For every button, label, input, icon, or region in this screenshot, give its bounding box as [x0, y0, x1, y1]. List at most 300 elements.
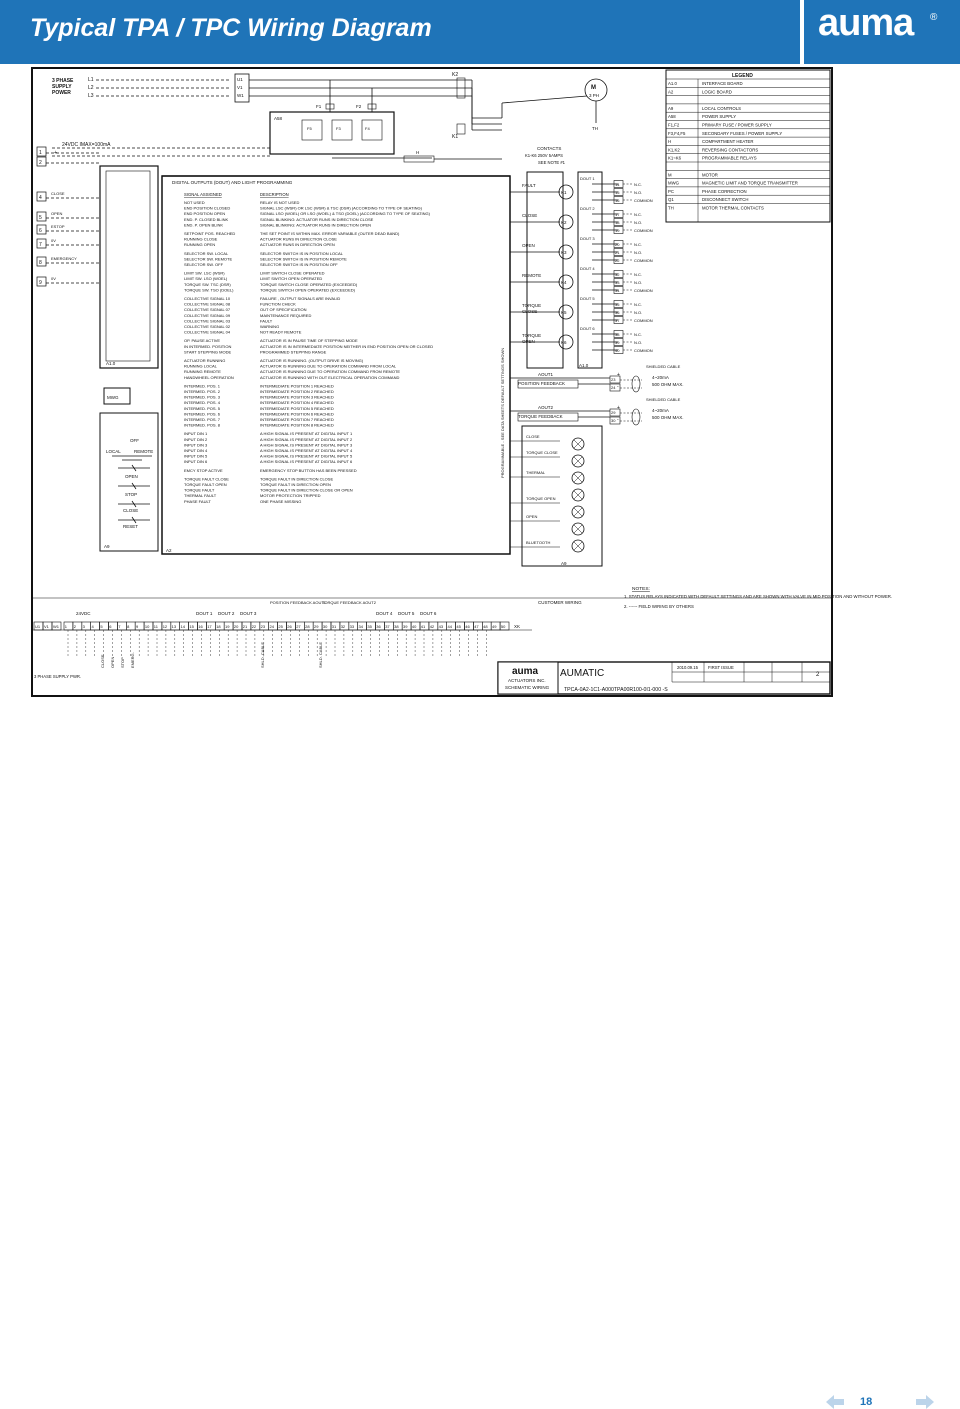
table-signal: INTERMED. POS. 4: [184, 400, 221, 406]
motor-label: M: [591, 85, 596, 91]
table-signal: RUNNING CLOSE: [184, 236, 218, 242]
strip-terminal-number: 7: [118, 624, 121, 629]
switch-off-label: OFF: [130, 438, 139, 443]
programmable-note: PROGRAMMABLE - SEE DATA SHEETS DEFAULT SETTINGS SHOWN: [500, 347, 505, 478]
dout-label: DOUT 2: [580, 206, 595, 211]
table-description: EMERGENCY STOP BUTTON HAS BEEN PRESSED: [260, 467, 357, 473]
title-block-drawing-number: TPCA-0A2-1C1-A000TPA00R100-0I1-000 -S: [564, 687, 668, 693]
left-terminal-number: 8: [39, 260, 42, 266]
relay-name: K1: [561, 190, 567, 195]
relay-terminal-number: 14: [615, 182, 620, 187]
strip-terminal-number: 21: [242, 624, 248, 629]
next-arrow-icon[interactable]: [916, 1395, 934, 1409]
registered-mark: ®: [930, 12, 938, 23]
contactor-k1-label: K1: [452, 134, 459, 140]
legend-code: F3,F4,F5: [668, 130, 686, 136]
bottom-switch-label: OPEN: [110, 656, 115, 668]
strip-terminal-number: 25: [278, 624, 283, 629]
table-heading: DIGITAL OUTPUTS (DOUT) AND LIGHT PROGRAMMING: [172, 180, 293, 185]
legend-title: LEGEND: [732, 73, 753, 79]
power-terminal-label: V1: [237, 85, 243, 90]
table-signal: COLLECTIVE SIGNAL 10: [184, 296, 231, 301]
interface-board-label: A1.0: [106, 361, 116, 366]
table-signal: RUNNING REMOTE: [184, 369, 221, 375]
table-signal: INTERMED. POS. 6: [184, 411, 221, 417]
relay-board-label: A1.0: [579, 363, 589, 368]
table-description: ACTUATOR RUNS IN DIRECTION OPEN: [260, 242, 335, 248]
lamp-label: TORQUE CLOSE: [526, 450, 558, 455]
relay-terminal-function: COMMON: [634, 318, 653, 323]
table-description: MAINTENANCE REQUIRED: [260, 312, 312, 318]
relay-terminal-number: 32: [615, 272, 620, 277]
relay-name: K3: [561, 250, 567, 255]
table-description: A HIGH SIGNAL IS PRESENT AT DIGITAL INPUT 5: [260, 453, 353, 459]
table-description: ACTUATOR IS IN INTERMEDIATE POSITION NEITHER IN END POSITION OPEN OR CLOSED: [260, 343, 434, 349]
relay-function-label: REMOTE: [522, 273, 542, 278]
table-description: TORQUE SWITCH OPEN OPERATED (EXCEEDED): [260, 287, 355, 293]
lamp-label: THERMAL: [526, 470, 546, 475]
phase-line-label: L2: [88, 85, 94, 91]
table-signal: COLLECTIVE SIGNAL 03: [184, 318, 231, 324]
note-item-2: 2. ------ FIELD WIRING BY OTHERS: [624, 604, 694, 609]
relay-name: K2: [561, 220, 567, 225]
relay-terminal-number: 17: [615, 212, 620, 217]
table-description: TORQUE FAULT IN DIRECTION CLOSE OR OPEN: [260, 487, 353, 493]
supply-power-label: 3 PHASE: [52, 78, 74, 84]
analog-terminal-number: 29: [611, 410, 616, 415]
strip-terminal-number: 28: [305, 624, 310, 629]
strip-terminal-number: 37: [385, 624, 390, 629]
relay-terminal-number: 34: [615, 288, 620, 293]
strip-terminal-number: 3: [82, 624, 85, 629]
strip-terminal-number: 36: [376, 624, 381, 629]
table-signal: ACTUATOR RUNNING: [184, 358, 226, 363]
strip-terminal-number: 47: [474, 624, 479, 629]
legend-code: H: [668, 139, 672, 145]
supply-power-label: SUPPLY: [52, 84, 72, 90]
switch-remote-label: REMOTE: [134, 449, 154, 454]
relay-terminal-function: COMMON: [634, 228, 653, 233]
table-description: INTERMEDIATE POSITION 1 REACHED: [260, 383, 334, 389]
table-description: ONE PHASE MISSING: [260, 498, 302, 504]
title-block-company: ACTUATORS INC.: [508, 678, 546, 683]
legend-code: A2: [668, 89, 674, 95]
strip-terminal-number: 15: [189, 624, 194, 629]
table-description: RELAY IS NOT USED: [260, 200, 300, 205]
mwg-label: MWG: [107, 395, 119, 400]
strip-terminal-number: 23: [260, 624, 266, 629]
lamp-label: TORQUE OPEN: [526, 496, 556, 501]
table-signal: NOT USED: [184, 200, 205, 205]
bottom-switch-label: CLOSE: [100, 654, 105, 668]
relay-terminal-function: N.O.: [634, 190, 643, 195]
strip-terminal-label: V1: [44, 624, 49, 629]
table-signal: INPUT DIN 3: [184, 442, 208, 448]
fuse-f2-label: F2: [356, 104, 362, 109]
strip-terminal-number: 40: [411, 624, 417, 629]
power-supply-label: A58: [274, 116, 283, 121]
table-description: THE SET POINT IS WITHIN MAX. ERROR VARIABLE (OUTER DEAD BAND): [260, 231, 400, 236]
relay-terminal-number: 37: [615, 318, 620, 323]
legend-description: MOTOR: [702, 172, 718, 178]
minus-label: -: [617, 384, 619, 390]
plus-label: +: [617, 405, 620, 411]
table-description: SELECTOR SWITCH IS IN POSITION REMOTE: [260, 256, 347, 262]
table-signal: HANDWHEEL OPERATION: [184, 374, 234, 380]
slide-title: Typical TPA / TPC Wiring Diagram: [30, 14, 432, 42]
analog-terminal-number: 23: [611, 377, 616, 382]
phase-line-label: L3: [88, 93, 94, 99]
strip-terminal-number: 16: [198, 624, 203, 629]
analog-spec2: 500 OHM MAX.: [652, 382, 684, 387]
left-terminal-number: 7: [39, 242, 42, 248]
bottom-shld-label: SHLD. CABLE: [260, 641, 265, 668]
fuse-f4-label: F4: [365, 126, 370, 131]
table-signal: SETPOINT POS. REACHED: [184, 231, 236, 236]
legend-description: INTERFACE BOARD: [702, 81, 743, 86]
relay-terminal-function: N.O.: [634, 310, 643, 315]
relay-function-label: FAULT: [522, 183, 536, 188]
relay-terminal-number: 35: [615, 302, 620, 307]
analog-spec: 4~20mA: [652, 408, 669, 413]
relay-terminal-number: 20: [615, 242, 620, 247]
legend-description: COMPARTMENT HEATER: [702, 139, 754, 145]
relay-terminal-function: N.C.: [634, 302, 642, 307]
relay-function-label: OPEN: [522, 339, 535, 344]
left-terminal-label: OPEN: [51, 211, 63, 216]
table-signal: INTERMED. POS. 8: [184, 422, 221, 428]
relay-terminal-function: N.C.: [634, 182, 642, 187]
contacts-sub: K1-K6 250V 5AMPS: [525, 153, 563, 158]
legend-code: M: [668, 172, 672, 178]
footer: [0, 696, 960, 1408]
legend-description: DISCONNECT SWITCH: [702, 197, 749, 203]
strip-terminal-number: 29: [314, 624, 319, 629]
legend-description: PHASE CORRECTION: [702, 188, 747, 194]
analog-terminal-number: 24: [611, 385, 616, 390]
legend-code: TH: [668, 205, 674, 211]
table-description: WARNING: [260, 324, 280, 329]
relay-name: K5: [561, 310, 567, 315]
strip-terminal-number: 48: [483, 624, 488, 629]
relay-terminal-number: 33: [615, 280, 620, 285]
table-description: INTERMEDIATE POSITION 7 REACHED: [260, 417, 334, 422]
relay-terminal-function: COMMON: [634, 258, 653, 263]
legend-code: Q1: [668, 197, 674, 203]
strip-terminal-number: 9: [136, 624, 139, 629]
strip-terminal-label: U1: [35, 624, 41, 629]
dout-label: DOUT 6: [580, 326, 595, 331]
relay-terminal-function: COMMON: [634, 348, 653, 353]
table-signal: PHASE FAULT: [184, 498, 211, 504]
relay-terminal-number: 39: [615, 340, 620, 345]
analog-terminal-number: 30: [611, 418, 616, 423]
left-terminal-label: CLOSE: [51, 191, 65, 196]
slide-header: [0, 0, 960, 64]
table-description: INTERMEDIATE POSITION 4 REACHED: [260, 400, 334, 406]
title-block-date: 2010.09.15: [677, 665, 698, 670]
contacts-note: SEE NOTE #1: [538, 160, 565, 165]
strip-terminal-number: 30: [322, 624, 328, 629]
table-signal: END POSITION CLOSED: [184, 205, 231, 211]
strip-terminal-number: 32: [340, 624, 346, 629]
table-description: INTERMEDIATE POSITION 5 REACHED: [260, 405, 334, 411]
fuse-f5-label: F5: [307, 126, 312, 131]
table-signal: IN INTERMED. POSITION: [184, 343, 232, 349]
page-number: 18: [860, 1396, 873, 1408]
table-description: NOT READY REMOTE: [260, 329, 302, 335]
lamp-panel-label: A9: [561, 561, 567, 566]
table-description: MOTOR PROTECTION TRIPPED: [260, 493, 321, 499]
table-description: FAULT: [260, 318, 273, 324]
table-description: SELECTOR SWITCH IS IN POSITION LOCAL: [260, 250, 343, 256]
strip-terminal-label: W1: [53, 624, 59, 629]
previous-arrow-icon[interactable]: [826, 1395, 844, 1409]
dout-label: DOUT 1: [580, 176, 595, 181]
strip-terminal-number: 26: [287, 624, 292, 629]
title-block-issue: FIRST ISSUE: [708, 665, 734, 670]
dout-label: DOUT 3: [580, 236, 595, 241]
switch-local-label: LOCAL: [106, 449, 121, 454]
legend-code: A58: [668, 114, 676, 120]
relay-terminal-number: 21: [615, 250, 620, 255]
fuse-f1-label: F1: [316, 104, 322, 109]
table-signal: COLLECTIVE SIGNAL 09: [184, 312, 231, 318]
switch-reset-label: RESET: [123, 524, 139, 529]
table-description: SELECTOR SWITCH IS IN POSITION OFF: [260, 262, 338, 267]
table-description: FAILURE , OUTPUT SIGNALS ARE INVALID: [260, 296, 341, 301]
table-signal: SELECTOR SW. REMOTE: [184, 256, 233, 262]
table-signal: OP. PAUSE ACTIVE: [184, 338, 221, 344]
legend-description: POWER SUPPLY: [702, 114, 737, 120]
shielded-cable-label: SHIELDED CABLE: [646, 397, 681, 402]
left-terminal-number: 2: [39, 160, 42, 166]
lamp-label: OPEN: [526, 514, 538, 519]
bottom-torque-feedback: TORQUE FEEDBACK AOUT2: [322, 600, 376, 605]
legend-description: REVERSING CONTACTORS: [702, 147, 759, 153]
table-description: SIGNAL BLINKING: ACTUATOR RUNS IN DIRECTION CLOSE: [260, 216, 374, 222]
bottom-dout-label: DOUT 6: [420, 611, 437, 616]
strip-terminal-number: 34: [358, 624, 363, 629]
strip-terminal-number: 33: [349, 624, 355, 629]
table-signal: INTERMED. POS. 2: [184, 389, 221, 394]
supply-24v-label: 24VDC IMAX=100mA: [62, 142, 111, 148]
table-signal: INTERMED. POS. 5: [184, 405, 221, 411]
bottom-supply-label: 24VDC: [76, 611, 91, 616]
relay-function-label: TORQUE: [522, 333, 542, 338]
customer-wiring-label: CUSTOMER WIRING: [538, 600, 582, 605]
logic-board-label: A2: [166, 548, 172, 553]
left-terminal-number: 4: [39, 195, 42, 201]
relay-terminal-function: N.O.: [634, 280, 643, 285]
legend-code: F1,F2: [668, 122, 680, 128]
title-block-logo: auma: [512, 666, 539, 677]
table-signal: INPUT DIN 2: [184, 436, 208, 442]
plus-label: +: [54, 150, 57, 156]
bottom-dout-label: DOUT 5: [398, 611, 415, 616]
strip-terminal-number: 5: [100, 624, 103, 629]
strip-terminal-number: 18: [216, 624, 221, 629]
minus-label: -: [617, 417, 619, 423]
heater-label: H: [416, 150, 420, 155]
table-description: OUT OF SPECIFICATION: [260, 307, 307, 313]
table-signal: START STEPPING MODE: [184, 349, 232, 355]
table-signal: TORQUE FAULT OPEN: [184, 482, 227, 487]
left-terminal-label: 0V: [51, 276, 56, 281]
table-description: LIMIT SWITCH CLOSE OPERATED: [260, 270, 325, 276]
bottom-dout-label: DOUT 2: [218, 611, 235, 616]
table-description: ACTUATOR IS RUNNING DUE TO OPERATION COMMAND FROM LOCAL: [260, 363, 397, 369]
table-signal: INTERMED. POS. 1: [184, 383, 221, 389]
relay-terminal-number: 38: [615, 332, 620, 337]
left-terminal-label: ESTOP: [51, 224, 65, 229]
relay-terminal-number: 18: [615, 220, 620, 225]
strip-terminal-number: 12: [162, 624, 168, 629]
strip-terminal-number: 45: [456, 624, 461, 629]
supply-power-label: POWER: [52, 90, 71, 96]
table-signal: TORQUE FAULT: [184, 487, 215, 493]
contactor-k2-label: K2: [452, 72, 459, 78]
bottom-switch-label: EMERG.: [130, 652, 135, 668]
lamp-label: CLOSE: [526, 434, 540, 439]
legend-code: A1.0: [668, 81, 677, 86]
table-description: ACTUATOR IS RUNNING DUE TO OPERATION COMMAND FROM REMOTE: [260, 369, 401, 375]
relay-function-label: CLOSE: [522, 309, 538, 314]
analog-output-sub: POSITION FEEDBACK: [518, 381, 566, 386]
relay-terminal-function: N.O.: [634, 340, 643, 345]
title-block-sheet: 2: [816, 672, 820, 678]
left-terminal-number: 1: [39, 150, 42, 156]
table-description: ACTUATOR IS RUNNING WITH OUT ELECTRICAL OPERATION COMMAND: [260, 374, 400, 380]
switch-open-label: OPEN: [125, 474, 138, 479]
relay-terminal-function: N.C.: [634, 332, 642, 337]
table-signal: INPUT DIN 6: [184, 459, 208, 465]
strip-terminal-number: 27: [296, 624, 301, 629]
table-description: TORQUE FAULT IN DIRECTION OPEN: [260, 482, 331, 487]
table-col-signal: SIGNAL ASSIGNED: [184, 192, 222, 197]
legend-description: PRIMARY FUSE / POWER SUPPLY: [702, 122, 772, 128]
left-terminal-number: 5: [39, 215, 42, 221]
strip-terminal-number: 1: [64, 624, 68, 629]
table-col-description: DESCRIPTION: [260, 192, 289, 197]
table-description: LIMIT SWITCH OPEN OPERATED: [260, 276, 323, 282]
legend-description: LOGIC BOARD: [702, 89, 732, 95]
table-signal: INPUT DIN 5: [184, 453, 208, 459]
relay-terminal-number: 16: [615, 198, 620, 203]
table-description: INTERMEDIATE POSITION 6 REACHED: [260, 411, 334, 417]
strip-terminal-number: 17: [207, 624, 212, 629]
relay-terminal-number: 40: [615, 348, 620, 353]
title-bar: [0, 0, 800, 64]
table-signal: SELECTOR SW. OFF: [184, 262, 224, 267]
table-signal: LIMIT SW. LSO (WOEL): [184, 276, 228, 282]
relay-function-label: CLOSE: [522, 213, 538, 218]
dout-label: DOUT 5: [580, 296, 595, 301]
strip-terminal-number: 39: [403, 624, 408, 629]
relay-name: K4: [561, 280, 567, 285]
table-signal: INTERMED. POS. 7: [184, 417, 221, 422]
relay-name: K6: [561, 340, 567, 345]
legend-description: MAGNETIC LIMIT AND TORQUE TRANSMITTER: [702, 180, 798, 186]
table-signal: TORQUE FAULT CLOSE: [184, 476, 229, 482]
strip-terminal-number: 43: [438, 624, 444, 629]
strip-terminal-number: 13: [171, 624, 177, 629]
notes-title: NOTES:: [632, 587, 650, 592]
strip-terminal-number: 14: [180, 624, 185, 629]
legend-code: K1~K6: [668, 155, 682, 161]
table-description: ACTUATOR RUNS IN DIRECTION CLOSE: [260, 236, 337, 242]
table-signal: RUNNING LOCAL: [184, 363, 217, 369]
bottom-dout-label: DOUT 4: [376, 611, 393, 616]
table-description: PROGRAMMED STEPPING RANGE: [260, 349, 327, 355]
strip-terminal-number: 20: [233, 624, 239, 629]
bottom-position-feedback: POSITION FEEDBACK AOUT1: [270, 600, 327, 605]
relay-terminal-function: N.C.: [634, 242, 642, 247]
wiring-diagram: [32, 68, 893, 696]
title-block-drawing: SCHEMATIC WIRING: [505, 685, 550, 690]
relay-terminal-function: N.C.: [634, 272, 642, 277]
switch-stop-label: STOP: [125, 492, 138, 497]
table-signal: INPUT DIN 4: [184, 448, 208, 453]
legend-description: MOTOR THERMAL CONTACTS: [702, 205, 764, 211]
relay-terminal-function: N.C.: [634, 212, 642, 217]
table-signal: COLLECTIVE SIGNAL 02: [184, 324, 231, 329]
strip-terminal-number: 24: [269, 624, 274, 629]
strip-terminal-number: 42: [429, 624, 435, 629]
legend-description: PROGRAMMABLE RELAYS: [702, 155, 757, 161]
table-signal: RUNNING OPEN: [184, 242, 216, 248]
auma-logo: [804, 0, 960, 64]
contacts-title: CONTACTS: [537, 146, 562, 151]
lamp-label: BLUETOOTH: [526, 540, 551, 545]
relay-terminal-number: 19: [615, 228, 620, 233]
legend-code: K1,K2: [668, 147, 680, 153]
table-description: INTERMEDIATE POSITION 3 REACHED: [260, 394, 334, 400]
local-controls-label: A9: [104, 544, 110, 549]
strip-terminal-number: 46: [465, 624, 470, 629]
table-signal: TORQUE SW. TSC (DSR): [184, 281, 231, 287]
legend-code: MWG: [668, 180, 679, 186]
strip-terminal-number: 22: [251, 624, 257, 629]
table-signal: INTERMED. POS. 3: [184, 394, 221, 400]
phase-line-label: L1: [88, 77, 94, 83]
table-signal: COLLECTIVE SIGNAL 08: [184, 301, 231, 307]
plus-label: +: [617, 372, 620, 378]
table-signal: COLLECTIVE SIGNAL 07: [184, 307, 231, 313]
strip-end-label: XK: [514, 624, 521, 629]
table-description: INTERMEDIATE POSITION 8 REACHED: [260, 422, 334, 428]
power-terminal-label: W1: [237, 93, 244, 98]
strip-terminal-number: 19: [225, 624, 230, 629]
motor-phase-label: 3 PH: [589, 93, 600, 98]
bottom-supply-power-label: 3 PHASE SUPPLY PWR.: [34, 674, 82, 679]
table-description: INTERMEDIATE POSITION 2 REACHED: [260, 389, 334, 394]
bottom-dout-label: DOUT 1: [196, 611, 213, 616]
strip-terminal-number: 49: [492, 624, 497, 629]
relay-terminal-function: COMMON: [634, 198, 653, 203]
table-description: A HIGH SIGNAL IS PRESENT AT DIGITAL INPUT 2: [260, 436, 353, 442]
table-signal: END. P. CLOSED BLINK: [184, 216, 229, 222]
table-signal: EMCY STOP ACTIVE: [184, 467, 223, 473]
table-description: FUNCTION CHECK: [260, 301, 296, 307]
relay-terminal-number: 36: [615, 310, 620, 315]
table-description: A HIGH SIGNAL IS PRESENT AT DIGITAL INPUT 6: [260, 459, 353, 465]
strip-terminal-number: 41: [420, 624, 426, 629]
analog-output-label: AOUT2: [538, 405, 554, 410]
power-terminal-label: U1: [237, 77, 243, 82]
legend-description: LOCAL CONTROLS: [702, 105, 741, 111]
bottom-dout-label: DOUT 3: [240, 611, 257, 616]
